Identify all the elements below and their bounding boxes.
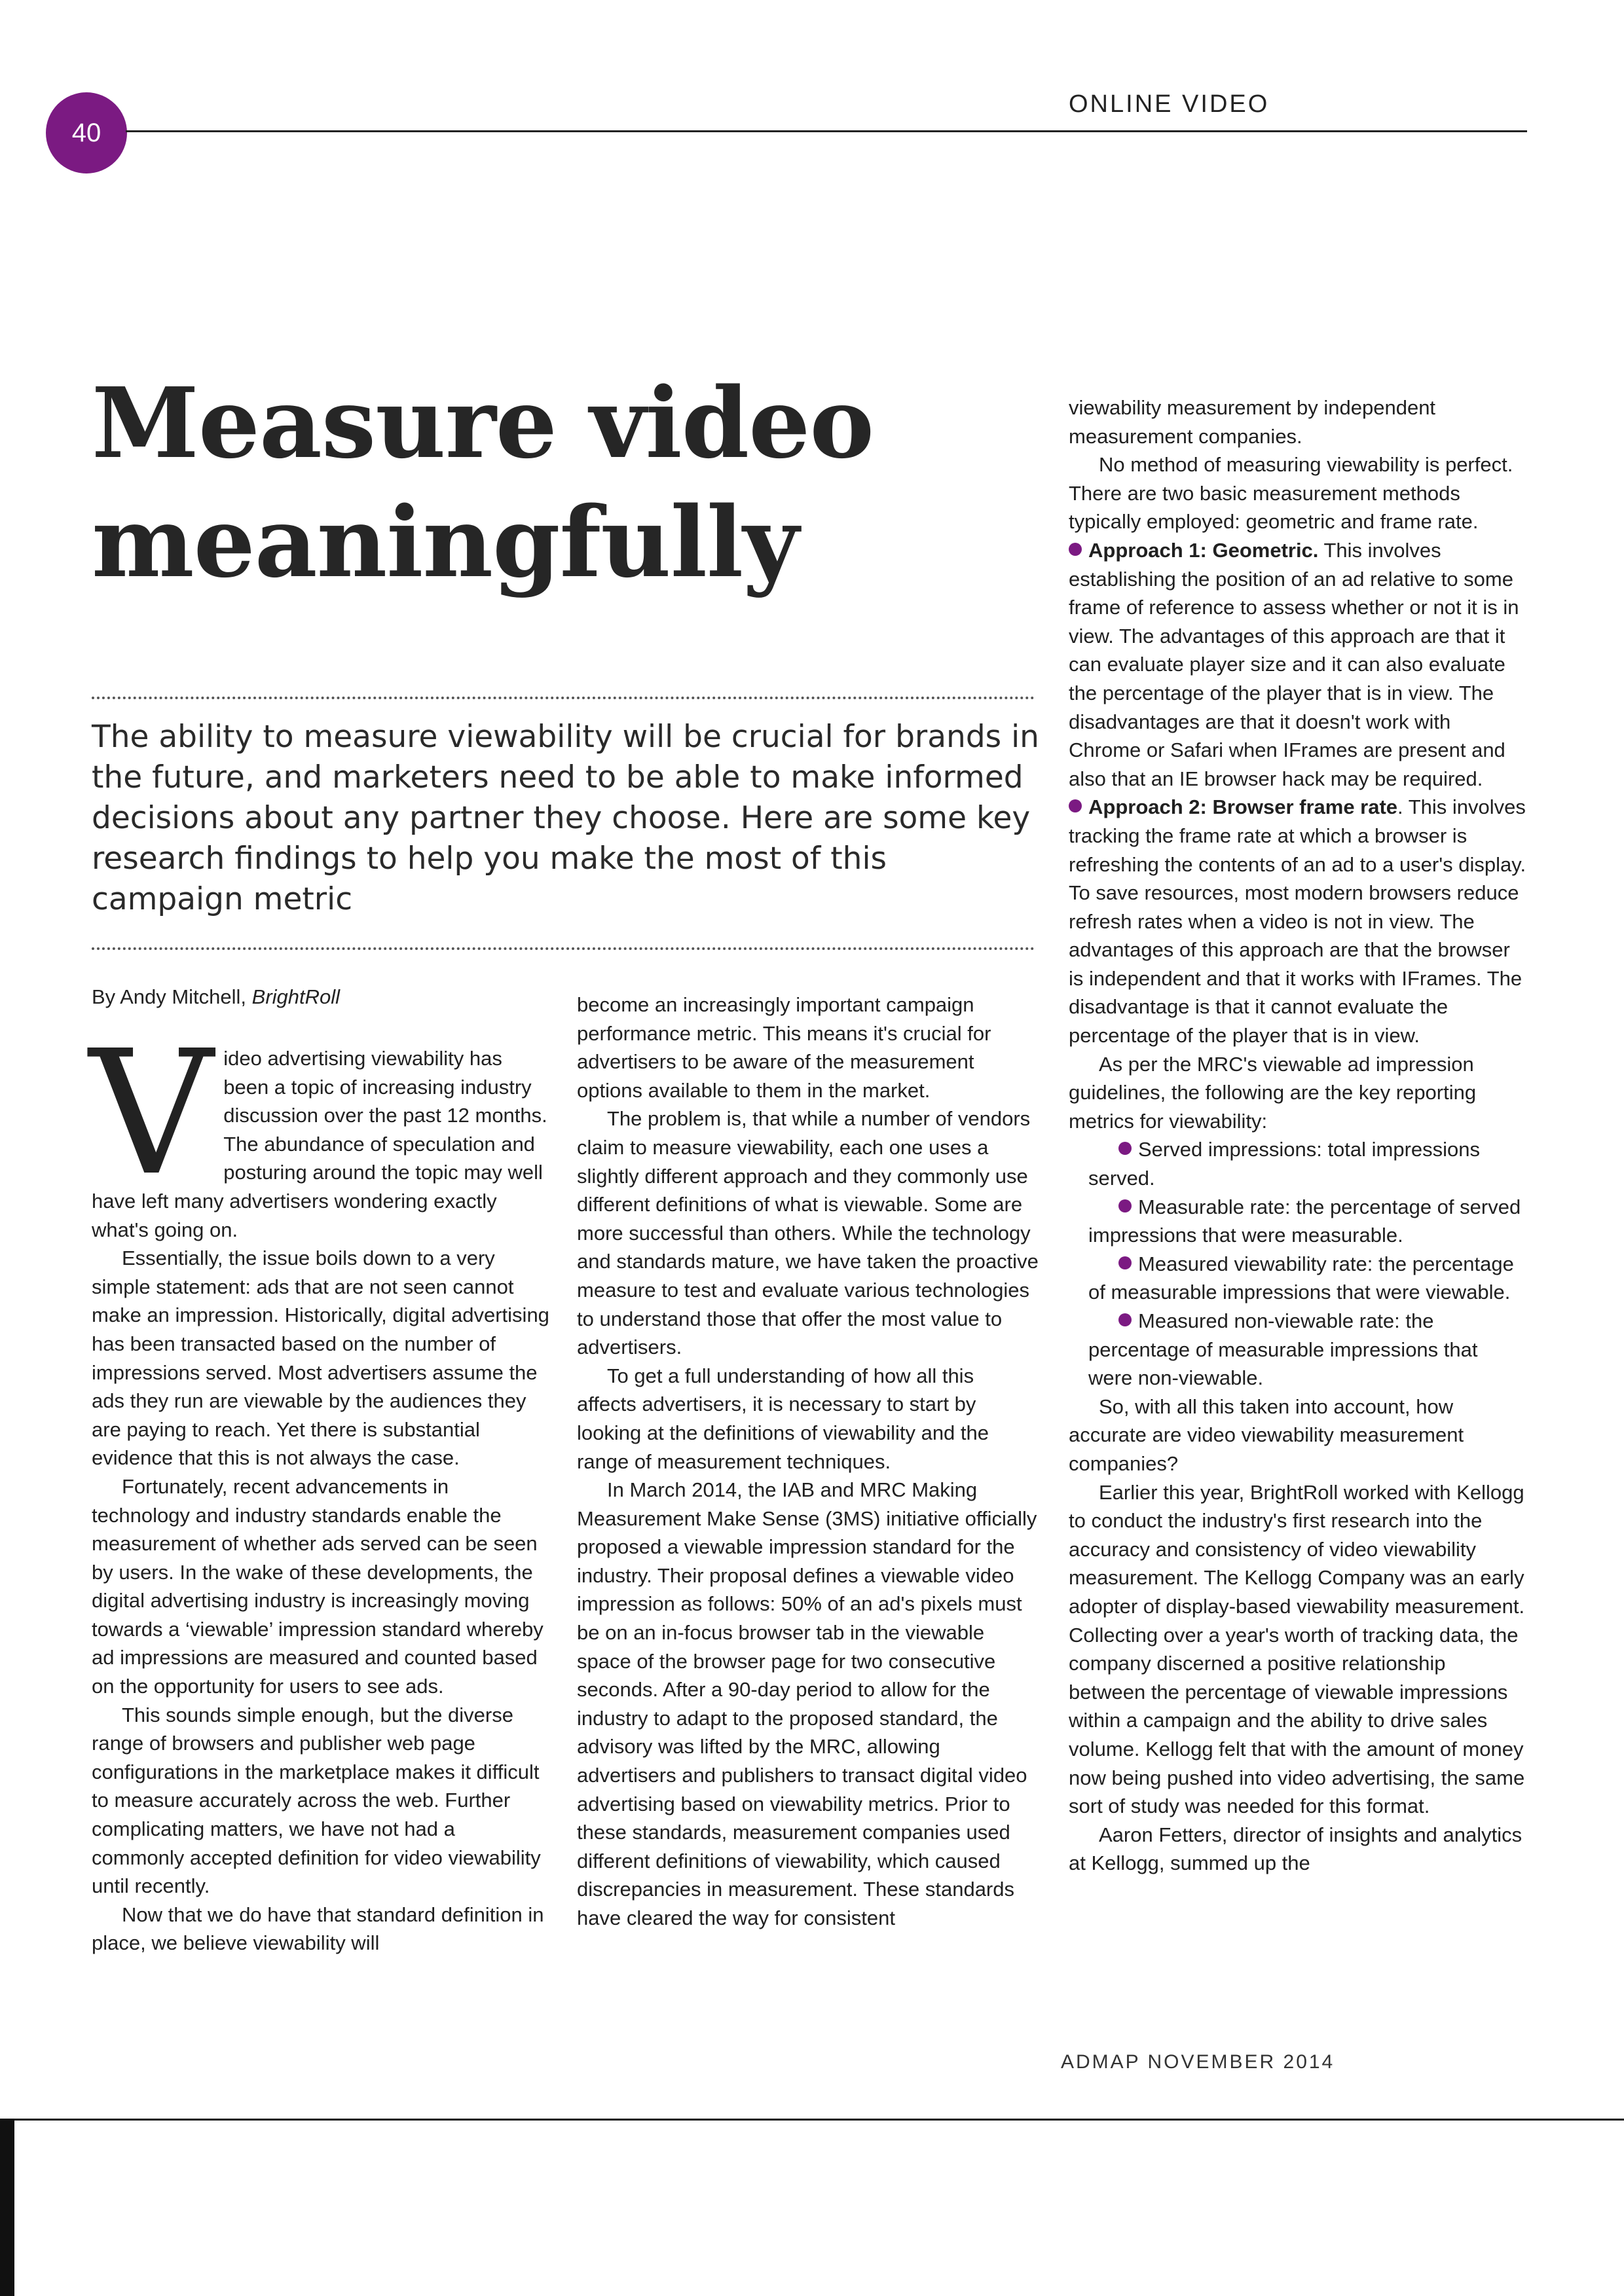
metric-list-item: [1069, 1193, 1527, 1250]
approach-1-label: Approach 1: Geometric.: [1088, 538, 1319, 562]
byline-author: By Andy Mitchell,: [92, 985, 247, 1008]
approach-2-label: Approach 2: Browser frame rate: [1088, 795, 1398, 819]
scan-bottom-edge: [0, 2119, 1624, 2121]
headline-line-1: Measure video: [92, 366, 874, 480]
column-3-paragraph: Aaron Fetters, director of insights and analytics at Kellogg, summed up the: [1069, 1823, 1522, 1875]
section-title: ONLINE VIDEO: [1069, 90, 1270, 118]
approach-2-text: . This involves tracking the frame rate at which a browser is refreshing the contents of an ad to a user's display. To save resources, most modern browsers reduce refresh rates when a video is not in view. The advantages of this approach are that the browser is independent and that it works with IFrames. The disadvantage is that it cannot evaluate the percentage of the player that is in view.: [1069, 795, 1526, 1048]
paragraph-text: ideo advertising viewability has been a topic of increasing industry discussion over the past 12 months. The abundance of speculation and posturing around the topic may well have left many advertisers wondering exactly what's going on.: [92, 1047, 547, 1241]
metric-text: Measured viewability rate: the percentage of measurable impressions that were viewable.: [1088, 1252, 1514, 1304]
approach-1-text: This involves establishing the position of an ad relative to some frame of reference to assess whether or not it is in view. The advantages of this approach are that it can evaluate player size and it can also evaluate the percentage of the player that is in view. The disadvantages are that it doesn't work with Chrome or Safari when IFrames are present and also that an IE browser hack may be required.: [1069, 538, 1519, 790]
column-1-paragraph: [89, 1013, 550, 1244]
column-1-paragraph: Fortunately, recent advancements in technology and industry standards enable the measurement of whether ads served can be seen by users. In the wake of these developments, the digital advertising industry is increasingly moving towards a ‘viewable’ impression standard whereby ad impressions are measured and counted based on the opportunity for users to see ads.: [92, 1474, 544, 1698]
column-2-paragraph: The problem is, that while a number of vendors claim to measure viewability, each one uses a slightly different approach and they commonly use different definitions of what is viewable. Some are more successful than others. While the technology and standards mature, we have taken the proactive measure to test and evaluate various technologies to understand those that offer the most value to advertisers.: [577, 1107, 1039, 1359]
article-column-2: [577, 991, 1039, 1933]
column-2-paragraph: To get a full understanding of how all this affects advertisers, it is necessary to start by looking at the definitions of viewability and the range of measurement techniques.: [577, 1364, 989, 1473]
column-2-paragraph: become an increasingly important campaign performance metric. This means it's crucial for advertisers to be aware of the measurement options available to them in the market.: [577, 993, 991, 1102]
metric-list-item: [1069, 1307, 1527, 1393]
column-3-paragraph: So, with all this taken into account, how accurate are video viewability measurement companies?: [1069, 1394, 1464, 1475]
column-2-paragraph: In March 2014, the IAB and MRC Making Measurement Make Sense (3MS) initiative officially proposed a viewable impression standard for the industry. Their proposal defines a viewable video impression as follows: 50% of an ad's pixels must be on an in-focus browser tab in the viewable space of the browser page for two consecutive seconds. After a 90-day period to allow for the industry to adapt to the proposed standard, the advisory was lifted by the MRC, allowing advertisers and publishers to transact digital video advertising based on viewability metrics. Prior to these standards, measurement companies used different definitions of viewability, which caused discrepancies in measurement. These standards have cleared the way for consistent: [577, 1478, 1037, 1929]
bullet-icon: [1118, 1142, 1132, 1155]
standfirst-divider-top: [92, 697, 1035, 699]
header-rule: [126, 130, 1527, 132]
metric-list-item: [1069, 1250, 1527, 1307]
headline: [92, 363, 1061, 602]
drop-cap: V: [89, 1013, 213, 1213]
column-3-paragraph: No method of measuring viewability is perfect. There are two basic measurement methods typically employed: geometric and frame rate.: [1069, 453, 1513, 534]
bullet-icon: [1118, 1313, 1132, 1326]
approach-1-paragraph: [1069, 536, 1527, 793]
article-column-3: [1069, 393, 1527, 1878]
approach-2-paragraph: [1069, 793, 1527, 1049]
standfirst-divider-bottom: [92, 947, 1035, 950]
article-column-1: [89, 1013, 550, 1958]
bullet-icon: [1069, 543, 1082, 556]
column-3-paragraph: viewability measurement by independent measurement companies.: [1069, 396, 1436, 448]
metric-list-item: [1069, 1135, 1527, 1192]
column-1-paragraph: Now that we do have that standard definition in place, we believe viewability will: [92, 1903, 544, 1955]
bullet-icon: [1118, 1199, 1132, 1212]
headline-line-2: meaningfully: [92, 485, 799, 599]
byline-company: BrightRoll: [251, 985, 341, 1008]
footer-publication: ADMAP NOVEMBER 2014: [1061, 2051, 1335, 2073]
page-number-badge: 40: [46, 92, 127, 173]
column-3-paragraph: Earlier this year, BrightRoll worked with Kellogg to conduct the industry's first research into the accuracy and consistency of video viewability measurement. The Kellogg Company was an early adopter of display-based viewability measurement. Collecting over a year's worth of tracking data, the company discerned a positive relationship between the percentage of viewable impressions within a campaign and the ability to drive sales volume. Kellogg felt that with the amount of money now being pushed into video advertising, the same sort of study was needed for this format.: [1069, 1480, 1525, 1818]
column-1-paragraph: Essentially, the issue boils down to a very simple statement: ads that are not seen cannot make an impression. Historically, digital advertising has been transacted based on the number of impressions served. Most advertisers assume the ads they run are viewable by the audiences they are paying to reach. Yet there is substantial evidence that this is not always the case.: [92, 1247, 549, 1470]
byline: [92, 985, 589, 1009]
bullet-icon: [1118, 1256, 1132, 1269]
standfirst: The ability to measure viewability will be crucial for brands in the future, and marketers need to be able to make informed decisions about any partner they choose. Here are some key research findings to help you make the most of this campaign metric: [92, 719, 1039, 917]
scan-left-edge: [0, 2119, 14, 2296]
column-3-paragraph: As per the MRC's viewable ad impression guidelines, the following are the key reporting metrics for viewability:: [1069, 1052, 1477, 1133]
metric-text: Measurable rate: the percentage of served impressions that were measurable.: [1088, 1195, 1521, 1247]
column-1-paragraph: This sounds simple enough, but the diverse range of browsers and publisher web page configurations in the marketplace makes it difficult to measure accurately across the web. Further complicating matters, we have not had a commonly accepted definition for video viewability until recently.: [92, 1703, 541, 1898]
metric-text: Served impressions: total impressions served.: [1088, 1138, 1481, 1190]
bullet-icon: [1069, 799, 1082, 812]
metric-text: Measured non-viewable rate: the percentage of measurable impressions that were non-viewable.: [1088, 1309, 1478, 1390]
